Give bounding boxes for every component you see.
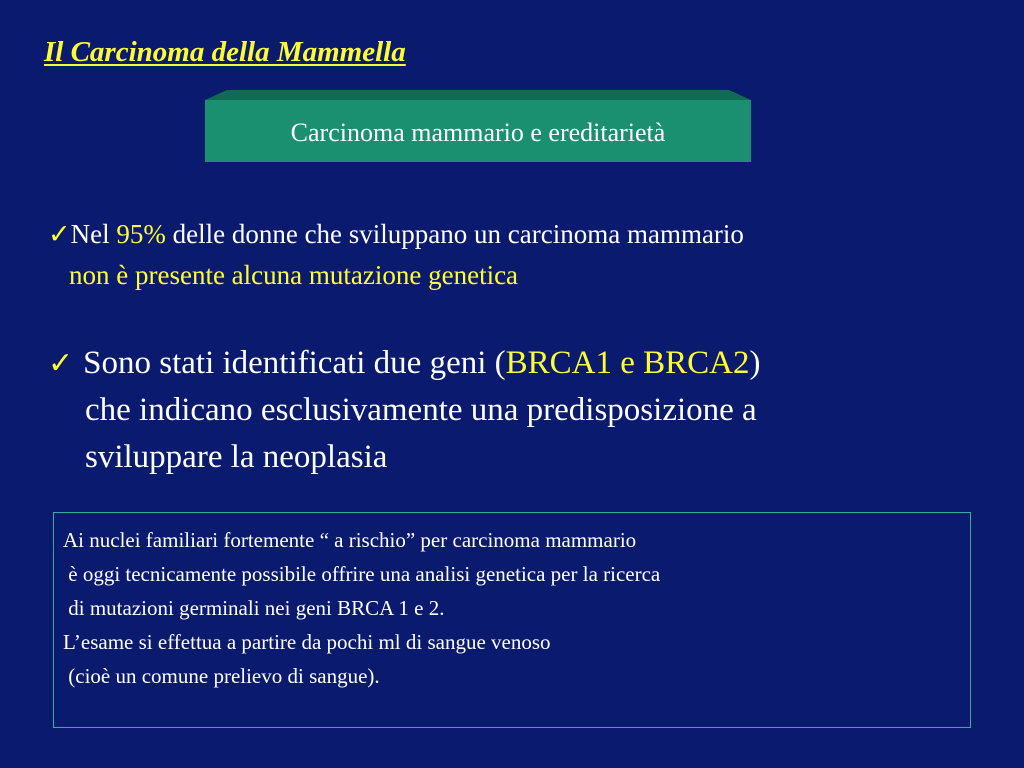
info-box — [53, 512, 971, 728]
info-line: L’esame si effettua a partire da pochi ml di sangue venoso — [63, 630, 551, 654]
info-line: (cioè un comune prelievo di sangue). — [63, 664, 380, 688]
bullet-statistic — [48, 214, 744, 295]
checkmark-icon: ✓ — [48, 346, 74, 381]
section-banner — [205, 90, 751, 162]
genes-text-after: ) — [749, 345, 761, 381]
genes-highlight: BRCA1 e BRCA2 — [505, 345, 750, 381]
percent-highlight: 95% — [116, 219, 166, 249]
info-line: è oggi tecnicamente possibile offrire una analisi genetica per la ricerca — [63, 562, 661, 586]
info-line: di mutazioni germinali nei geni BRCA 1 e 2. — [63, 596, 445, 620]
checkmark-icon: ✓ — [48, 219, 71, 250]
genes-line-2: che indicano esclusivamente una predisposizione a — [85, 392, 757, 428]
info-line: Ai nuclei familiari fortemente “ a rischio” per carcinoma mammario — [63, 528, 637, 552]
bullet-rest: delle donne che sviluppano un carcinoma mammario — [165, 219, 744, 249]
slide-title: Il Carcinoma della Mammella — [44, 36, 406, 68]
bullet-highlight-line: non è presente alcuna mutazione genetica — [69, 260, 519, 290]
genes-line-3: sviluppare la neoplasia — [85, 439, 388, 475]
banner-label: Carcinoma mammario e ereditarietà — [290, 118, 666, 147]
bullet-genes — [48, 340, 761, 481]
bullet-prefix: Nel — [70, 219, 117, 249]
genes-text-before: Sono stati identificati due geni ( — [83, 345, 506, 381]
